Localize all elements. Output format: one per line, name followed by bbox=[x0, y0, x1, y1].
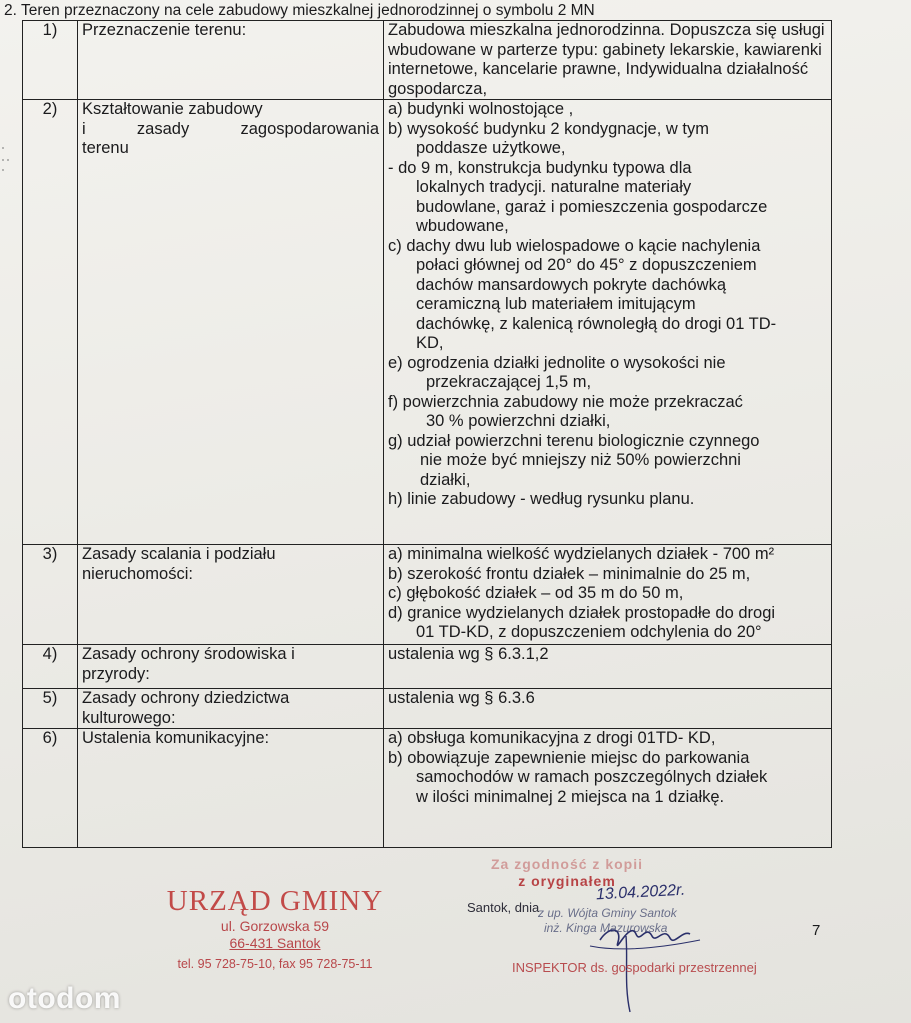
office-stamp-phone: tel. 95 728-75-10, fax 95 728-75-11 bbox=[177, 957, 373, 971]
zoning-table bbox=[22, 20, 832, 848]
edge-mark bbox=[0, 140, 20, 180]
table-row bbox=[23, 729, 832, 848]
list-item: dachówkę, z kalenicą równoległą do drogi 01 TD- bbox=[416, 314, 777, 333]
row-content bbox=[384, 729, 832, 848]
table-row bbox=[23, 21, 832, 100]
table-row bbox=[23, 100, 832, 545]
list-item: działki, bbox=[420, 470, 471, 489]
row-number: 5) bbox=[23, 689, 78, 729]
list-item: przekraczającej 1,5 m, bbox=[426, 373, 592, 391]
office-stamp bbox=[150, 884, 400, 973]
row-label: Zasady ochrony dziedzictwa kulturowego: bbox=[78, 689, 384, 729]
list-item: h) linie zabudowy - według rysunku planu. bbox=[388, 490, 695, 508]
row-label: Przeznaczenie terenu: bbox=[78, 21, 384, 100]
list-item: a) budynki wolnostojące , bbox=[388, 100, 574, 118]
row-number: 4) bbox=[23, 645, 78, 689]
row-number: 3) bbox=[23, 545, 78, 645]
place-label: Santok, dnia bbox=[467, 900, 540, 915]
official-stamp-line-1: z up. Wójta Gminy Santok bbox=[538, 906, 677, 920]
list-item: f) powierzchnia zabudowy nie może przekraczać bbox=[388, 392, 743, 411]
list-item: ceramiczną lub materiałem imitującym bbox=[416, 295, 696, 313]
section-heading: 2. Teren przeznaczony na cele zabudowy mieszkalnej jednorodzinnej o symbolu 2 MN bbox=[4, 2, 595, 19]
list-item: lokalnych tradycji. naturalne materiały bbox=[416, 178, 692, 196]
list-item: wbudowane, bbox=[416, 217, 509, 235]
row-content bbox=[384, 100, 832, 545]
list-item: - do 9 m, konstrukcja budynku typowa dla bbox=[388, 158, 692, 177]
row-number: 1) bbox=[23, 21, 78, 100]
office-stamp-title: URZĄD GMINY bbox=[166, 885, 384, 917]
list-item: e) ogrodzenia działki jednolite o wysokości nie bbox=[388, 353, 726, 372]
list-item: połaci głównej od 20° do 45° z dopuszczeniem bbox=[416, 256, 757, 274]
row-label: Zasady ochrony środowiska i przyrody: bbox=[78, 645, 384, 689]
list-item: d) granice wydzielanych działek prostopadłe do drogi bbox=[388, 603, 776, 622]
row-number: 6) bbox=[23, 729, 78, 848]
official-stamp-line-2: inż. Kinga Mazurowska bbox=[544, 921, 668, 935]
list-item: a) obsługa komunikacyjna z drogi 01TD- KD, bbox=[388, 729, 716, 747]
certification-line-2: z oryginałem bbox=[518, 873, 616, 889]
list-item: w ilości minimalnej 2 miejsca na 1 działkę. bbox=[416, 787, 725, 806]
list-item: g) udział powierzchni terenu biologicznie czynnego bbox=[388, 431, 760, 450]
table-row bbox=[23, 645, 832, 689]
row-label: Zasady scalania i podziału nieruchomości: bbox=[78, 545, 384, 645]
page-number: 7 bbox=[812, 922, 821, 939]
office-stamp-city: 66-431 Santok bbox=[229, 935, 321, 951]
row-content bbox=[384, 545, 832, 645]
row-number: 2) bbox=[23, 100, 78, 545]
row-content: ustalenia wg § 6.3.6 bbox=[384, 689, 832, 729]
list-item: b) wysokość budynku 2 kondygnacje, w tym bbox=[388, 119, 709, 138]
list-item: KD, bbox=[416, 334, 444, 352]
list-item: b) szerokość frontu działek – minimalnie do 25 m, bbox=[388, 564, 751, 583]
list-item: a) minimalna wielkość wydzielanych działek - 700 m² bbox=[388, 545, 775, 563]
office-stamp-street: ul. Gorzowska 59 bbox=[220, 918, 330, 934]
table-row bbox=[23, 545, 832, 645]
watermark-logo: otodom bbox=[8, 982, 121, 1015]
list-item: c) dachy dwu lub wielospadowe o kącie nachylenia bbox=[388, 236, 761, 255]
row-label: Ustalenia komunikacyjne: bbox=[78, 729, 384, 848]
row-content: ustalenia wg § 6.3.1,2 bbox=[384, 645, 832, 689]
list-item: dachów mansardowych pokryte dachówką bbox=[416, 275, 726, 294]
list-item: poddasze użytkowe, bbox=[416, 139, 566, 157]
list-item: budowlane, garaż i pomieszczenia gospodarcze bbox=[416, 197, 768, 216]
row-content: Zabudowa mieszkalna jednorodzinna. Dopuszcza się usługi wbudowane w parterze typu: gabinety lekarskie, kawiarenki internetowe, kancelarie prawne, Indywidualna działalność gospodarcza, bbox=[384, 21, 832, 100]
list-item: 01 TD-KD, z dopuszczeniem odchylenia do 20° bbox=[416, 623, 762, 641]
list-item: nie może być mniejszy niż 50% powierzchni bbox=[420, 451, 741, 469]
list-item: c) głębokość działek – od 35 m do 50 m, bbox=[388, 584, 684, 602]
row-label: Kształtowanie zabudowy i zasady zagospodarowania terenu bbox=[78, 100, 384, 545]
handwritten-date: 13.04.2022r. bbox=[595, 881, 686, 904]
list-item: samochodów w ramach poszczególnych działek bbox=[416, 768, 768, 786]
list-item: 30 % powierzchni działki, bbox=[426, 412, 611, 430]
inspector-stamp: INSPEKTOR ds. gospodarki przestrzennej bbox=[512, 960, 757, 975]
certification-line-1: Za zgodność z kopii bbox=[490, 856, 643, 872]
table-row bbox=[23, 689, 832, 729]
list-item: b) obowiązuje zapewnienie miejsc do parkowania bbox=[388, 748, 750, 767]
